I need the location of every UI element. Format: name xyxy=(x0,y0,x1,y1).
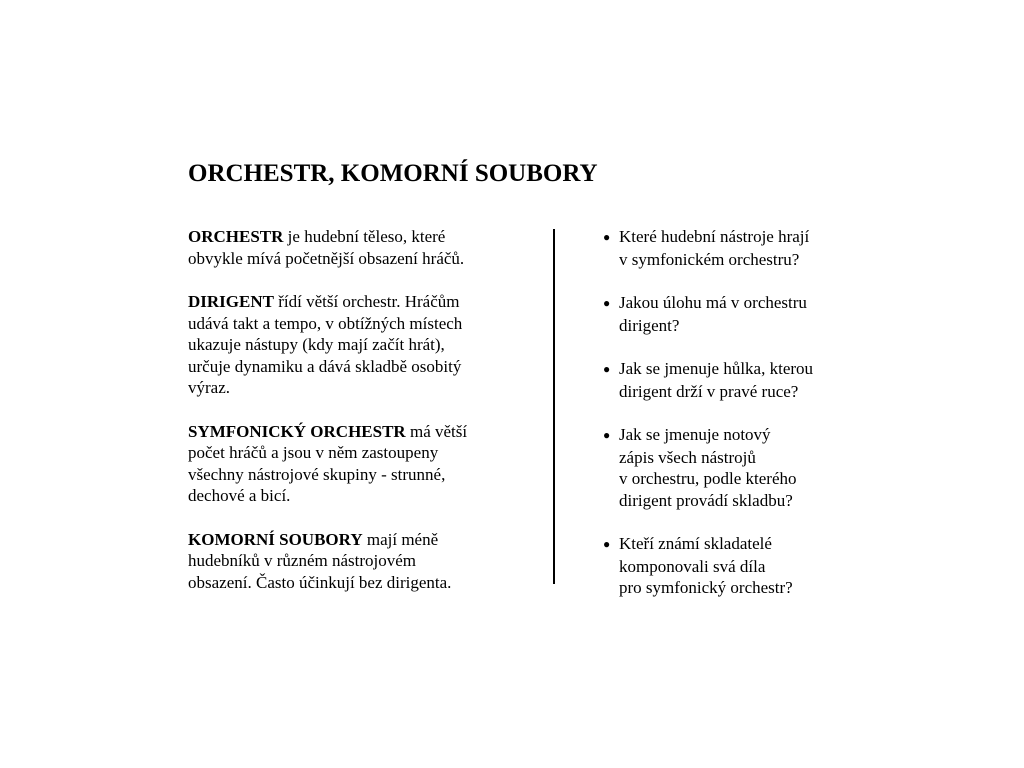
column-divider xyxy=(553,229,555,584)
definition-symfonicky-orchestr xyxy=(188,421,528,507)
question-item xyxy=(603,424,863,511)
question-text: Jakou úlohu má v orchestru xyxy=(619,293,807,312)
text-line: hudebníků v různém nástrojovém xyxy=(188,551,417,570)
page-title: ORCHESTR, KOMORNÍ SOUBORY xyxy=(188,160,598,187)
question-text: Jak se jmenuje hůlka, kterou xyxy=(619,359,814,378)
text-line xyxy=(603,424,863,447)
text-line xyxy=(188,226,528,248)
text-line xyxy=(603,226,863,249)
term-symfonicky-orchestr: SYMFONICKÝ ORCHESTR xyxy=(188,421,406,441)
definition-text: má větší xyxy=(405,421,468,441)
text-line: dirigent? xyxy=(619,315,680,335)
text-line: dirigent provádí skladbu? xyxy=(619,490,793,510)
text-line xyxy=(603,292,863,315)
question-text: Jak se jmenuje notový xyxy=(619,425,771,444)
questions-column xyxy=(603,226,863,621)
definitions-column xyxy=(188,226,528,615)
bullet-icon: ● xyxy=(603,296,611,310)
term-komorni-soubory: KOMORNÍ SOUBORY xyxy=(188,529,363,549)
text-line: pro symfonický orchestr? xyxy=(619,578,793,597)
text-line: ukazuje nástupy (kdy mají začít hrát), xyxy=(188,335,445,354)
text-line: určuje dynamiku a dává skladbě osobitý xyxy=(188,356,462,376)
definition-text: mají méně xyxy=(362,529,439,549)
definition-komorni-soubory xyxy=(188,529,528,594)
bullet-icon: ● xyxy=(603,537,611,551)
question-item xyxy=(603,292,863,336)
question-item xyxy=(603,533,863,599)
definition-orchestr xyxy=(188,226,528,269)
question-item xyxy=(603,226,863,270)
text-line xyxy=(188,421,528,443)
text-line xyxy=(603,358,863,381)
text-line: dirigent drží v pravé ruce? xyxy=(619,381,799,401)
text-line: všechny nástrojové skupiny - strunné, xyxy=(188,464,446,484)
question-item xyxy=(603,358,863,402)
text-line: dechové a bicí. xyxy=(188,486,291,505)
text-line: v orchestru, podle kterého xyxy=(619,469,797,488)
text-line: v symfonickém orchestru? xyxy=(619,249,800,269)
bullet-icon: ● xyxy=(603,428,611,442)
text-line: udává takt a tempo, v obtížných místech xyxy=(188,313,463,333)
text-line: počet hráčů a jsou v něm zastoupeny xyxy=(188,443,439,462)
text-line: komponovali svá díla xyxy=(619,556,766,576)
bullet-icon: ● xyxy=(603,230,611,244)
definition-dirigent xyxy=(188,291,528,399)
question-text: Kteří známí skladatelé xyxy=(619,534,772,553)
term-dirigent: DIRIGENT xyxy=(188,292,274,311)
text-line: obsazení. Často účinkují bez dirigenta. xyxy=(188,572,452,592)
term-orchestr: ORCHESTR xyxy=(188,227,284,246)
definition-text: řídí větší orchestr. Hráčům xyxy=(273,292,460,311)
definition-text: je hudební těleso, které xyxy=(283,227,446,246)
text-line: zápis všech nástrojů xyxy=(619,447,756,467)
text-line xyxy=(188,529,528,551)
text-line xyxy=(188,291,528,313)
question-text: Které hudební nástroje hrají xyxy=(619,227,810,246)
bullet-icon: ● xyxy=(603,362,611,376)
text-line: obvykle mívá početnější obsazení hráčů. xyxy=(188,248,465,268)
text-line: výraz. xyxy=(188,378,231,397)
text-line xyxy=(603,533,863,556)
